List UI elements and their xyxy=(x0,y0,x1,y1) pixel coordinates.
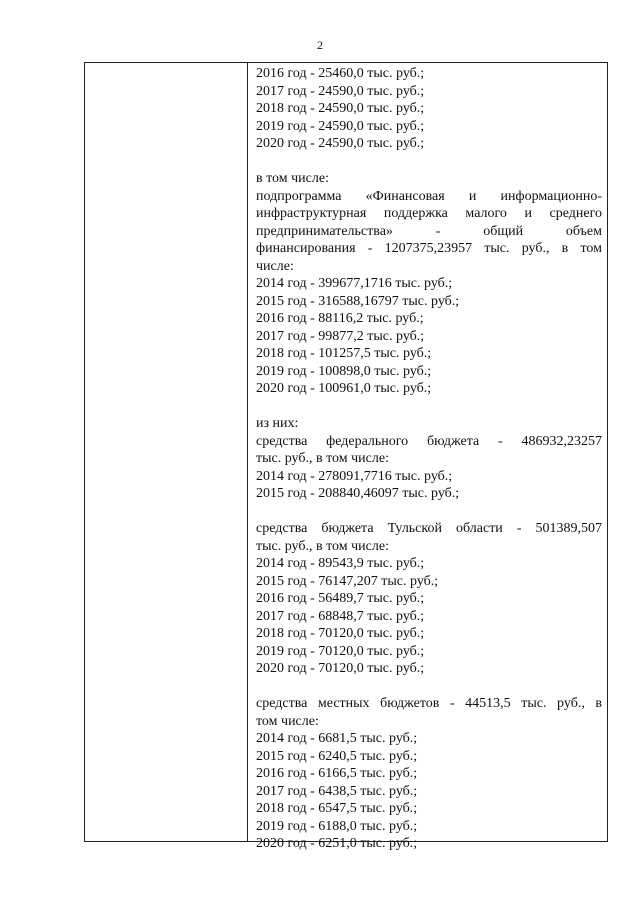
subprogram-line: инфраструктурная поддержка малого и среднего xyxy=(256,206,602,221)
source-line: тыс. руб., в том числе: xyxy=(256,451,389,466)
spacer xyxy=(256,678,602,696)
financing-line: 2018 год - 70120,0 тыс. руб.; xyxy=(256,626,425,641)
source-line: средства местных бюджетов - 44513,5 тыс. руб., в xyxy=(256,696,602,711)
financing-line: 2014 год - 278091,7716 тыс. руб.; xyxy=(256,468,453,484)
spacer xyxy=(256,398,602,416)
financing-line: 2017 год - 68848,7 тыс. руб.; xyxy=(256,608,425,624)
table-left-cell xyxy=(85,63,248,841)
financing-line: 2018 год - 6547,5 тыс. руб.; xyxy=(256,801,418,816)
table-right-cell xyxy=(256,65,602,853)
financing-line: 2015 год - 208840,46097 тыс. руб.; xyxy=(256,486,460,501)
source-line: средства федерального бюджета - 486932,23257 xyxy=(256,433,602,449)
financing-line: 2015 год - 316588,16797 тыс. руб.; xyxy=(256,293,460,309)
financing-line: 2020 год - 70120,0 тыс. руб.; xyxy=(256,661,425,676)
financing-line: 2018 год - 101257,5 тыс. руб.; xyxy=(256,346,432,361)
financing-line: 2016 год - 6166,5 тыс. руб.; xyxy=(256,766,418,781)
financing-line: 2019 год - 100898,0 тыс. руб.; xyxy=(256,363,432,379)
financing-line: 2017 год - 99877,2 тыс. руб.; xyxy=(256,328,425,344)
subprogram-line: числе: xyxy=(256,258,294,274)
spacer xyxy=(256,503,602,521)
intro-line: из них: xyxy=(256,416,299,431)
financing-line: 2016 год - 56489,7 тыс. руб.; xyxy=(256,591,425,606)
financing-line: 2015 год - 6240,5 тыс. руб.; xyxy=(256,748,418,764)
financing-line: 2016 год - 25460,0 тыс. руб.; xyxy=(256,66,425,81)
financing-line: 2020 год - 6251,0 тыс. руб.; xyxy=(256,836,418,851)
financing-line: 2014 год - 89543,9 тыс. руб.; xyxy=(256,556,425,571)
page-number: 2 xyxy=(317,38,323,52)
spacer xyxy=(256,153,602,171)
financing-line: 2018 год - 24590,0 тыс. руб.; xyxy=(256,101,425,116)
financing-line: 2020 год - 100961,0 тыс. руб.; xyxy=(256,381,432,396)
financing-line: 2014 год - 399677,1716 тыс. руб.; xyxy=(256,276,453,291)
financing-line: 2019 год - 24590,0 тыс. руб.; xyxy=(256,118,425,134)
financing-table xyxy=(84,62,608,851)
financing-line: 2017 год - 6438,5 тыс. руб.; xyxy=(256,783,418,799)
subprogram-line: финансирования - 1207375,23957 тыс. руб., в том xyxy=(256,241,602,256)
financing-line: 2019 год - 6188,0 тыс. руб.; xyxy=(256,818,418,834)
subprogram-line: подпрограмма «Финансовая и информационно- xyxy=(256,188,602,204)
source-line: средства бюджета Тульской области - 501389,507 xyxy=(256,521,602,536)
financing-line: 2015 год - 76147,207 тыс. руб.; xyxy=(256,573,439,589)
financing-line: 2016 год - 88116,2 тыс. руб.; xyxy=(256,311,424,326)
intro-line: в том числе: xyxy=(256,171,329,186)
source-line: тыс. руб., в том числе: xyxy=(256,538,389,554)
subprogram-line: предпринимательства» - общий объем xyxy=(256,223,602,239)
financing-line: 2019 год - 70120,0 тыс. руб.; xyxy=(256,643,425,659)
financing-line: 2020 год - 24590,0 тыс. руб.; xyxy=(256,136,425,151)
financing-line: 2014 год - 6681,5 тыс. руб.; xyxy=(256,731,418,746)
source-line: том числе: xyxy=(256,713,319,729)
financing-line: 2017 год - 24590,0 тыс. руб.; xyxy=(256,83,425,99)
